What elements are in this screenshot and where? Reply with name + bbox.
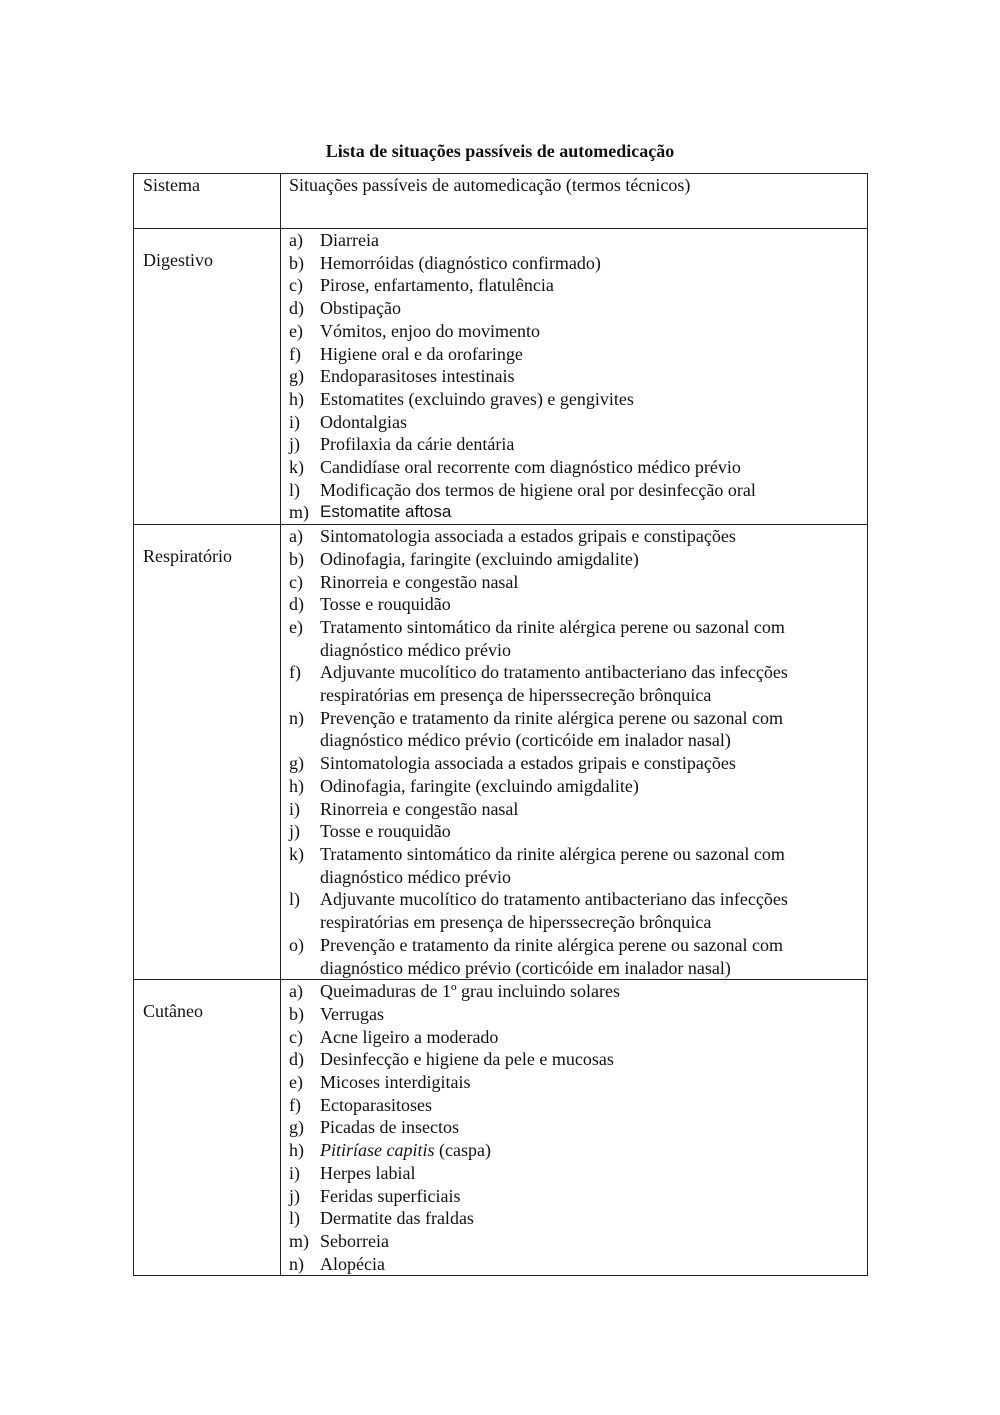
list-item bbox=[289, 593, 867, 616]
item-text: Candidíase oral recorrente com diagnóstico médico prévio bbox=[320, 457, 741, 478]
item-text: Picadas de insectos bbox=[320, 1117, 459, 1138]
item-text: Feridas superficiais bbox=[320, 1185, 461, 1206]
situations-table bbox=[133, 173, 868, 1276]
list-item bbox=[289, 433, 867, 456]
item-marker: o) bbox=[289, 934, 304, 955]
header-situations-label: Situações passíveis de automedicação (termos técnicos) bbox=[289, 175, 691, 195]
item-text: Desinfecção e higiene da pele e mucosas bbox=[320, 1049, 614, 1070]
situations-cell bbox=[281, 980, 868, 1276]
list-item bbox=[289, 1139, 867, 1162]
item-text: Odinofagia, faringite (excluindo amigdalite) bbox=[320, 548, 639, 569]
situations-cell bbox=[281, 525, 868, 980]
item-text: Seborreia bbox=[320, 1230, 389, 1251]
list-item bbox=[289, 934, 867, 979]
item-marker: j) bbox=[289, 821, 300, 842]
item-marker: b) bbox=[289, 1003, 304, 1024]
item-text: Tosse e rouquidão bbox=[320, 594, 451, 615]
item-text: Prevenção e tratamento da rinite alérgica perene ou sazonal com diagnóstico médico prévio (corticóide em inalador nasal) bbox=[320, 707, 783, 751]
item-marker: j) bbox=[289, 1185, 300, 1206]
situation-list bbox=[281, 980, 867, 1275]
item-marker: l) bbox=[289, 479, 300, 500]
item-marker: g) bbox=[289, 366, 304, 387]
item-text: Herpes labial bbox=[320, 1162, 416, 1183]
item-marker: e) bbox=[289, 320, 303, 341]
item-text: Adjuvante mucolítico do tratamento antibacteriano das infecções respiratórias em presença de hiperssecreção brônquica bbox=[320, 662, 788, 706]
situations-cell bbox=[281, 229, 868, 525]
item-text: Dermatite das fraldas bbox=[320, 1208, 474, 1229]
item-text: Rinorreia e congestão nasal bbox=[320, 798, 519, 819]
list-item bbox=[289, 1026, 867, 1049]
item-marker: f) bbox=[289, 343, 301, 364]
list-item bbox=[289, 297, 867, 320]
item-text: Tratamento sintomático da rinite alérgica perene ou sazonal com diagnóstico médico prévio bbox=[320, 843, 785, 887]
list-item bbox=[289, 843, 867, 888]
item-text: Micoses interdigitais bbox=[320, 1072, 471, 1093]
situation-list bbox=[281, 229, 867, 524]
item-text: Tratamento sintomático da rinite alérgica perene ou sazonal com diagnóstico médico prévio bbox=[320, 616, 785, 660]
item-text: Higiene oral e da orofaringe bbox=[320, 343, 523, 364]
item-text: Diarreia bbox=[320, 230, 379, 250]
item-marker: a) bbox=[289, 981, 303, 1002]
item-text: Pitiríase capitis (caspa) bbox=[320, 1140, 491, 1161]
section-row bbox=[134, 229, 868, 525]
item-marker: k) bbox=[289, 843, 304, 864]
item-marker: h) bbox=[289, 388, 304, 409]
item-marker: c) bbox=[289, 571, 303, 592]
list-item bbox=[289, 1003, 867, 1026]
item-marker: g) bbox=[289, 1117, 304, 1138]
item-text: Odinofagia, faringite (excluindo amigdalite) bbox=[320, 775, 639, 796]
list-item bbox=[289, 707, 867, 752]
list-item bbox=[289, 320, 867, 343]
item-marker: k) bbox=[289, 457, 304, 478]
list-item bbox=[289, 1071, 867, 1094]
item-marker: m) bbox=[289, 1230, 309, 1251]
item-marker: h) bbox=[289, 1140, 304, 1161]
list-item bbox=[289, 752, 867, 775]
item-marker: c) bbox=[289, 275, 303, 296]
list-item bbox=[289, 1185, 867, 1208]
list-item bbox=[289, 798, 867, 821]
item-text: Rinorreia e congestão nasal bbox=[320, 571, 519, 592]
item-text: Endoparasitoses intestinais bbox=[320, 366, 515, 387]
list-item bbox=[289, 1162, 867, 1185]
list-item bbox=[289, 1253, 867, 1276]
list-item bbox=[289, 252, 867, 275]
item-marker: i) bbox=[289, 411, 300, 432]
item-marker: d) bbox=[289, 594, 304, 615]
system-name: Digestivo bbox=[143, 250, 213, 270]
item-text: Adjuvante mucolítico do tratamento antibacteriano das infecções respiratórias em presença de hiperssecreção brônquica bbox=[320, 889, 788, 933]
item-marker: c) bbox=[289, 1026, 303, 1047]
section-row bbox=[134, 980, 868, 1276]
list-item bbox=[289, 525, 867, 548]
item-marker: d) bbox=[289, 298, 304, 319]
item-marker: b) bbox=[289, 252, 304, 273]
list-item bbox=[289, 1048, 867, 1071]
list-item bbox=[289, 1094, 867, 1117]
list-item bbox=[289, 1230, 867, 1253]
item-marker: a) bbox=[289, 230, 303, 250]
list-item bbox=[289, 888, 867, 933]
list-item bbox=[289, 775, 867, 798]
list-item bbox=[289, 571, 867, 594]
item-text: Vómitos, enjoo do movimento bbox=[320, 320, 540, 341]
item-marker: b) bbox=[289, 548, 304, 569]
system-cell bbox=[134, 525, 281, 980]
system-cell bbox=[134, 980, 281, 1276]
list-item bbox=[289, 661, 867, 706]
list-item bbox=[289, 616, 867, 661]
item-marker: j) bbox=[289, 434, 300, 455]
item-text: Pirose, enfartamento, flatulência bbox=[320, 275, 554, 296]
situation-list bbox=[281, 525, 867, 979]
item-text: Ectoparasitoses bbox=[320, 1094, 432, 1115]
item-text: Profilaxia da cárie dentária bbox=[320, 434, 515, 455]
item-marker: g) bbox=[289, 753, 304, 774]
item-text: Sintomatologia associada a estados gripais e constipações bbox=[320, 526, 736, 547]
list-item bbox=[289, 479, 867, 502]
item-marker: n) bbox=[289, 1253, 304, 1274]
item-text: Sintomatologia associada a estados gripais e constipações bbox=[320, 753, 736, 774]
item-marker: a) bbox=[289, 526, 303, 547]
header-cell-situations bbox=[281, 174, 868, 229]
item-marker: e) bbox=[289, 1072, 303, 1093]
item-text: Alopécia bbox=[320, 1253, 385, 1274]
list-item bbox=[289, 411, 867, 434]
item-text: Acne ligeiro a moderado bbox=[320, 1026, 499, 1047]
item-marker: i) bbox=[289, 798, 300, 819]
item-text: Queimaduras de 1º grau incluindo solares bbox=[320, 981, 620, 1002]
item-marker: f) bbox=[289, 662, 301, 683]
list-item bbox=[289, 1116, 867, 1139]
item-marker: e) bbox=[289, 616, 303, 637]
item-marker: h) bbox=[289, 775, 304, 796]
header-system-label: Sistema bbox=[143, 175, 200, 195]
table-header-row bbox=[134, 174, 868, 229]
item-marker: m) bbox=[289, 502, 309, 523]
item-marker: l) bbox=[289, 889, 300, 910]
list-item bbox=[289, 343, 867, 366]
item-text: Verrugas bbox=[320, 1003, 384, 1024]
item-text: Estomatite aftosa bbox=[320, 502, 452, 522]
system-name: Cutâneo bbox=[143, 1001, 203, 1022]
list-item bbox=[289, 388, 867, 411]
list-item bbox=[289, 274, 867, 297]
item-text: Prevenção e tratamento da rinite alérgica perene ou sazonal com diagnóstico médico prévio (corticóide em inalador nasal) bbox=[320, 934, 783, 978]
list-item bbox=[289, 365, 867, 388]
list-item bbox=[289, 980, 867, 1003]
system-cell bbox=[134, 229, 281, 525]
item-text: Hemorróidas (diagnóstico confirmado) bbox=[320, 252, 601, 273]
item-marker: n) bbox=[289, 707, 304, 728]
latin-term: Pitiríase capitis bbox=[320, 1140, 435, 1161]
item-text: Estomatites (excluindo graves) e gengivites bbox=[320, 388, 634, 409]
list-item bbox=[289, 229, 867, 252]
item-marker: i) bbox=[289, 1162, 300, 1183]
item-text: Odontalgias bbox=[320, 411, 407, 432]
item-marker: d) bbox=[289, 1049, 304, 1070]
list-item bbox=[289, 1207, 867, 1230]
list-item bbox=[289, 501, 867, 524]
section-row bbox=[134, 525, 868, 980]
header-cell-system bbox=[134, 174, 281, 229]
list-item bbox=[289, 456, 867, 479]
list-item bbox=[289, 548, 867, 571]
item-marker: l) bbox=[289, 1208, 300, 1229]
list-item bbox=[289, 820, 867, 843]
item-text: Modificação dos termos de higiene oral por desinfecção oral bbox=[320, 479, 756, 500]
system-name: Respiratório bbox=[143, 546, 232, 567]
item-text: Obstipação bbox=[320, 298, 401, 319]
item-text: Tosse e rouquidão bbox=[320, 821, 451, 842]
item-marker: f) bbox=[289, 1094, 301, 1115]
document-title: Lista de situações passíveis de automedicação bbox=[325, 141, 675, 161]
